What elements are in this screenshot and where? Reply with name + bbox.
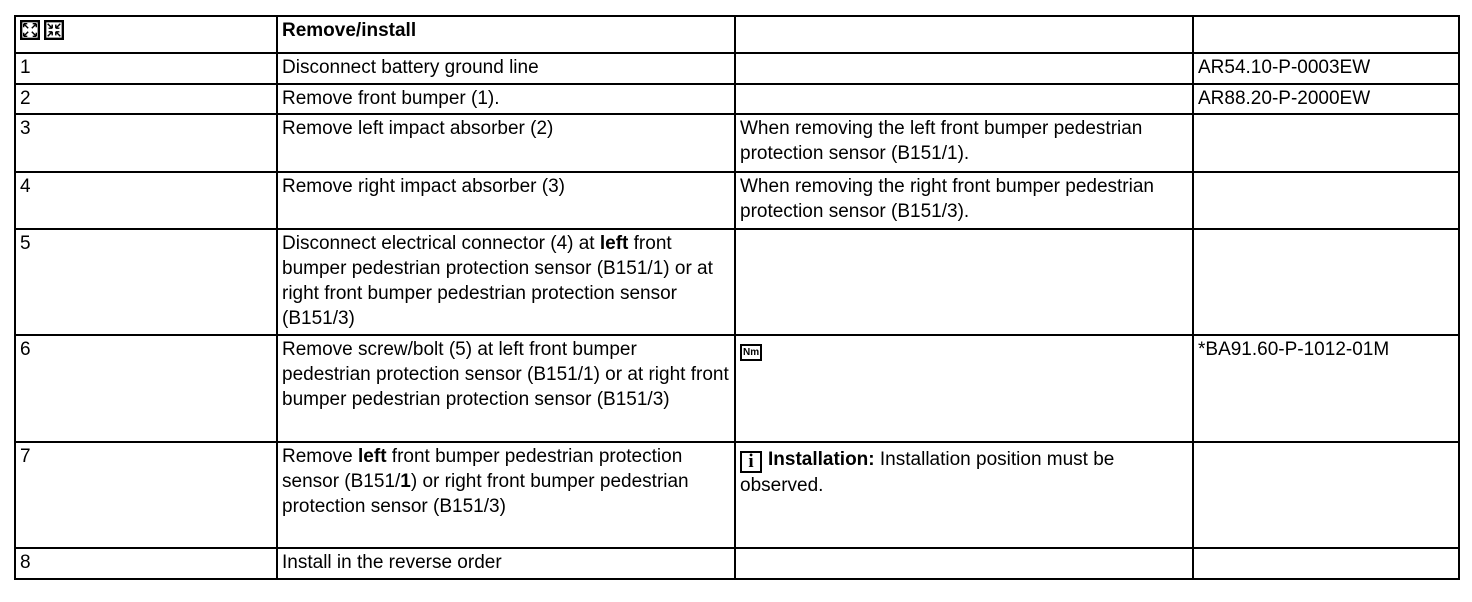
procedure-table bbox=[14, 15, 1460, 580]
step-note bbox=[735, 53, 1193, 84]
action-text: Remove bbox=[282, 446, 359, 467]
action-text: ) or right front bumper pedestrian protection sensor (B151/3) bbox=[282, 471, 689, 517]
table-row bbox=[15, 172, 1459, 229]
step-action bbox=[277, 229, 735, 335]
step-note bbox=[735, 548, 1193, 579]
table-row bbox=[15, 442, 1459, 548]
step-note: When removing the right front bumper pedestrian protection sensor (B151/3). bbox=[735, 172, 1193, 229]
step-number: 4 bbox=[15, 172, 277, 229]
table-row bbox=[15, 548, 1459, 579]
action-text: Disconnect electrical connector (4) at bbox=[282, 233, 600, 254]
note-label: Installation: bbox=[768, 449, 875, 470]
header-icons-cell bbox=[15, 16, 277, 53]
step-reference-link bbox=[1193, 114, 1459, 172]
header-empty-cell bbox=[735, 16, 1193, 53]
step-reference-link[interactable]: AR88.20-P-2000EW bbox=[1193, 84, 1459, 114]
step-note bbox=[735, 335, 1193, 442]
step-reference-link[interactable]: *BA91.60-P-1012-01M bbox=[1193, 335, 1459, 442]
torque-nm-icon[interactable]: Nm bbox=[740, 344, 762, 361]
step-note bbox=[735, 442, 1193, 548]
table-row bbox=[15, 84, 1459, 114]
step-reference-link bbox=[1193, 229, 1459, 335]
step-note bbox=[735, 84, 1193, 114]
step-number: 7 bbox=[15, 442, 277, 548]
table-row bbox=[15, 229, 1459, 335]
step-note: When removing the left front bumper pedestrian protection sensor (B151/1). bbox=[735, 114, 1193, 172]
note-text: Installation position must be observed. bbox=[740, 449, 1115, 496]
step-action: Remove screw/bolt (5) at left front bumper pedestrian protection sensor (B151/1) or at right front bumper pedestrian protection sensor (B151/3) bbox=[277, 335, 735, 442]
step-reference-link bbox=[1193, 548, 1459, 579]
header-title: Remove/install bbox=[277, 16, 735, 53]
table-header-row bbox=[15, 16, 1459, 53]
step-action: Install in the reverse order bbox=[277, 548, 735, 579]
header-empty-cell bbox=[1193, 16, 1459, 53]
step-action: Remove left impact absorber (2) bbox=[277, 114, 735, 172]
info-icon[interactable]: i bbox=[740, 451, 762, 473]
step-reference-link[interactable]: AR54.10-P-0003EW bbox=[1193, 53, 1459, 84]
step-number: 5 bbox=[15, 229, 277, 335]
step-reference-link bbox=[1193, 442, 1459, 548]
step-reference-link bbox=[1193, 172, 1459, 229]
step-action: Remove right impact absorber (3) bbox=[277, 172, 735, 229]
step-action: Disconnect battery ground line bbox=[277, 53, 735, 84]
action-emphasis: left bbox=[358, 446, 387, 467]
action-emphasis: 1 bbox=[400, 471, 411, 492]
step-number: 2 bbox=[15, 84, 277, 114]
expand-all-icon[interactable] bbox=[20, 20, 40, 40]
step-note bbox=[735, 229, 1193, 335]
step-number: 1 bbox=[15, 53, 277, 84]
step-number: 6 bbox=[15, 335, 277, 442]
step-number: 3 bbox=[15, 114, 277, 172]
action-emphasis: left bbox=[599, 233, 629, 254]
action-text: front bumper pedestrian protection sensor (B151/1) or at right front bumper pedestrian protection sensor (B151/3) bbox=[282, 233, 713, 329]
table-row bbox=[15, 53, 1459, 84]
action-text: front bumper pedestrian protection sensor (B151/ bbox=[282, 446, 683, 492]
table-row bbox=[15, 114, 1459, 172]
collapse-all-icon[interactable] bbox=[44, 20, 64, 40]
table-row bbox=[15, 335, 1459, 442]
step-number: 8 bbox=[15, 548, 277, 579]
step-action: Remove front bumper (1). bbox=[277, 84, 735, 114]
step-action bbox=[277, 442, 735, 548]
